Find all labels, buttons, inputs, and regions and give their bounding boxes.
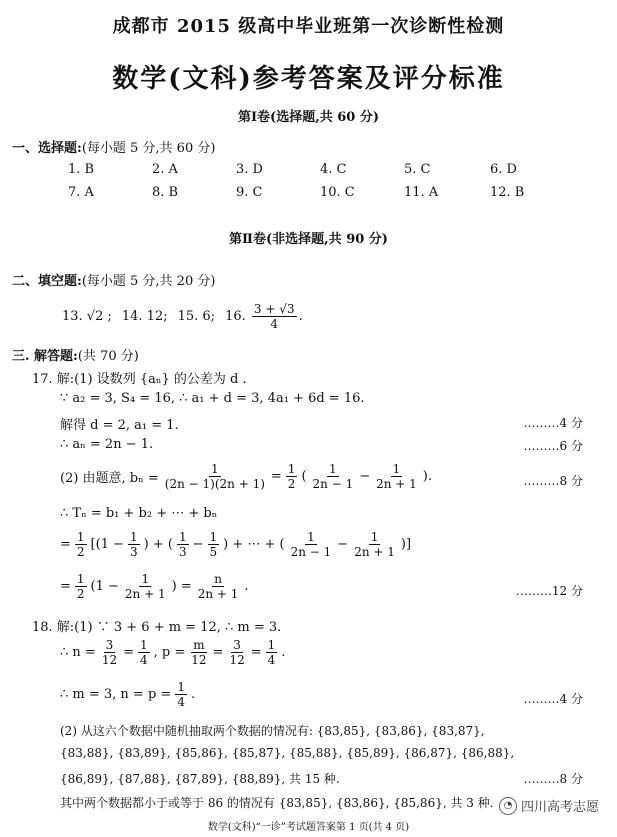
fill-answer-13: 13. √2 ; [62,309,112,324]
page-footer: 数学(文科)“一诊”考试题答案第 1 页(共 4 页) [207,822,410,833]
choice-answer: 9. C [236,185,263,200]
choice-answer: 3. D [236,162,263,177]
fraction: $\frac{1}{2n + 1}$ [354,530,395,559]
part1-title: 第Ⅰ卷(选择题,共 60 分) [237,110,380,125]
choice-answer: 11. A [404,185,439,200]
choice-answer: 10. C [320,185,355,200]
q17-points-8: ………8 分 [523,474,583,488]
doc-title-line2: 数学(文科)参考答案及评分标准 [112,64,505,94]
q18-line3: ∴ m = 3, n = p = $\frac{1}{4}$ . [60,680,196,709]
watermark [499,796,599,815]
fraction: $\frac{m}{12}$ [191,638,207,667]
q17-line2: ∵ a₂ = 3, S₄ = 16, ∴ a₁ + d = 3, 4a₁ + 6d = 16. [60,391,365,406]
section-fill-label: 二、填空题: [12,274,82,289]
q17-line6: ∴ Tₙ = b₁ + b₂ + ⋯ + bₙ [60,506,218,521]
q17-points-6: ………6 分 [523,439,583,453]
watermark-text: 四川高考志愿 [520,800,599,815]
fill-answers-row [62,302,303,331]
fraction: $\frac{3}{12}$ [229,638,245,667]
q18-line4: (2) 从这六个数据中随机抽取两个数据的情况有: {83,85}, {83,86}, {83,87}, [60,724,485,738]
fraction: $\frac{1}{4}$ [267,638,276,667]
fraction: $\frac{1}{2n + 1}$ [124,572,166,601]
section-fill-note: (每小题 5 分,共 20 分) [81,274,216,289]
choice-answer: 12. B [490,185,525,200]
q17-line7: = $\frac{1}{2}$ [(1 − $\frac{1}{3}$ ) + ( $\frac{1}{3}$ − $\frac{1}{5}$ ) + ⋯ + ( $\frac{1}{2n - 1}$ − $\frac{1}{2n + 1}$ )] [60,530,412,559]
choice-answer: 7. A [68,185,94,200]
fraction: $\frac{1}{2n - 1}$ [290,530,332,559]
fraction: $\frac{1}{2n + 1}$ [376,462,417,491]
q17-line8: = $\frac{1}{2}$ (1 − $\frac{1}{2n + 1}$ ) = $\frac{n}{2n + 1}$ . [60,572,249,601]
fill-answer-14: 14. 12; [121,309,168,324]
chat-icon: ◔ [499,797,517,815]
q18-line6: {86,89}, {87,88}, {87,89}, {88,89}, 共 15 种. [60,772,340,786]
choice-answer: 6. D [490,162,517,177]
fraction: $\frac{3 + √3}{4}$ [253,302,295,331]
q18-points-4: ………4 分 [523,692,583,706]
section-choice-header [12,137,215,156]
part2-title: 第Ⅱ卷(非选择题,共 90 分) [229,232,388,247]
q18-line1: 18. 解:(1) ∵ 3 + 6 + m = 12, ∴ m = 3. [32,620,282,635]
fraction: $\frac{1}{(2n - 1)(2n + 1)}$ [164,462,265,491]
choice-answer: 4. C [320,162,347,177]
choice-answer: 8. B [152,185,179,200]
q17-line1: 17. 解:(1) 设数列 {aₙ} 的公差为 d . [32,372,247,387]
section-fill-header [12,270,215,289]
fraction: $\frac{1}{3}$ [130,530,138,559]
fraction: $\frac{1}{5}$ [209,530,218,559]
fraction: $\frac{1}{2}$ [287,462,296,491]
choice-answer: 2. A [152,162,178,177]
q17-points-4: ………4 分 [523,416,583,430]
q18-line5: {83,88}, {83,89}, {85,86}, {85,87}, {85,88}, {85,89}, {86,87}, {86,88}, [60,746,515,760]
fill-answer-15: 15. 6; [177,309,216,324]
q17-line4: ∴ aₙ = 2n − 1. [60,437,154,452]
q18-line2: ∴ n = $\frac{3}{12}$ = $\frac{1}{4}$ , p = $\frac{m}{12}$ = $\frac{3}{12}$ = $\frac{1}{4}$ . [60,638,286,667]
choice-answer: 5. C [404,162,431,177]
fraction: $\frac{n}{2n + 1}$ [197,572,239,601]
fraction: $\frac{3}{12}$ [101,638,118,667]
section-solve-header [12,345,139,364]
section-choice-note: (每小题 5 分,共 60 分) [81,141,216,156]
fill-answer-16: 16. $\frac{3 + √3}{4}$ . [225,302,303,331]
doc-title-line1: 成都市 2015 级高中毕业班第一次诊断性检测 [112,16,505,37]
q18-points-8: ………8 分 [523,772,583,786]
q17-points-12: ………12 分 [515,584,583,598]
fraction: $\frac{1}{2}$ [76,572,85,601]
fraction: $\frac{1}{2n - 1}$ [312,462,354,491]
section-choice-label: 一、选择题: [12,141,82,156]
q17-line3: 解得 d = 2, a₁ = 1. [60,418,179,433]
fraction: $\frac{1}{4}$ [177,680,185,709]
section-solve-label: 三. 解答题: [12,349,78,364]
fraction: $\frac{1}{2}$ [76,530,85,559]
section-solve-note: (共 70 分) [77,349,139,364]
q17-line5: (2) 由题意, bₙ = $\frac{1}{(2n - 1)(2n + 1)}$ = $\frac{1}{2}$ ( $\frac{1}{2n - 1}$ − $\frac{1}{2n + 1}$ ). [60,462,433,491]
fraction: $\frac{1}{3}$ [178,530,187,559]
q18-line7: 其中两个数据都小于或等于 86 的情况有 {83,85}, {83,86}, {85,86}, 共 3 种. [60,796,494,810]
fraction: $\frac{1}{4}$ [140,638,148,667]
choice-answer: 1. B [68,162,95,177]
